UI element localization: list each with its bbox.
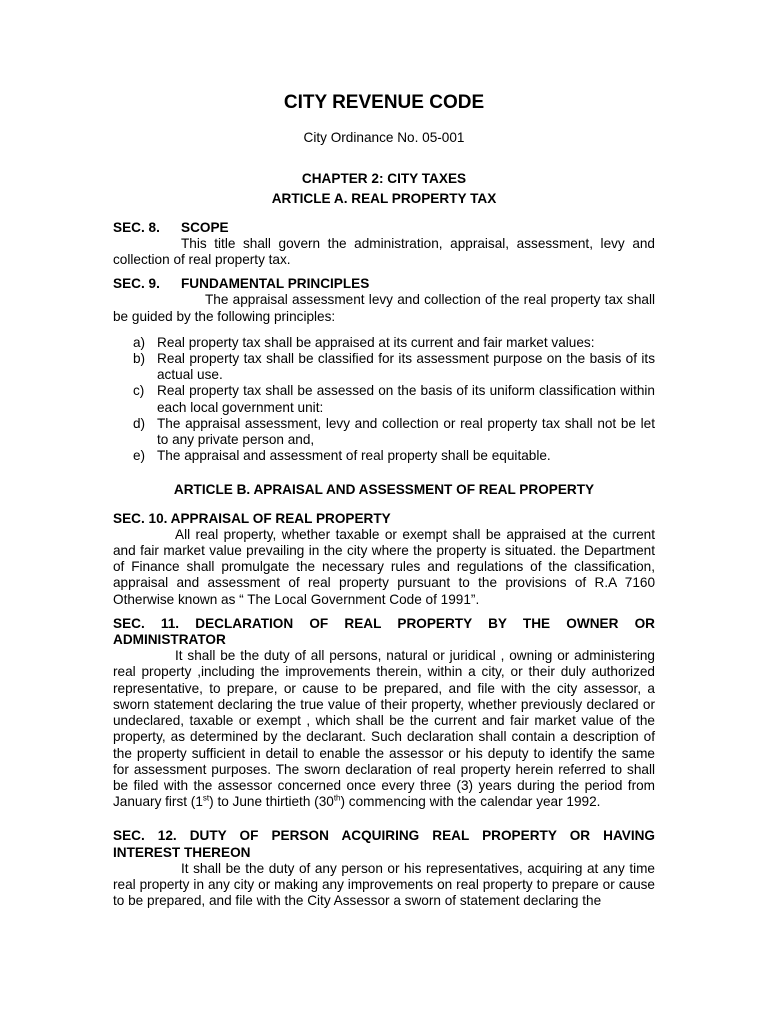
sec12-body: It shall be the duty of any person or his representatives, acquiring at any time real property in any city or making any improvements on real property to prepare or cause to be prepared, and file with the City Assessor a sworn of statement declaring the bbox=[113, 860, 655, 909]
list-item bbox=[133, 416, 655, 448]
article-a-heading: ARTICLE A. REAL PROPERTY TAX bbox=[271, 191, 497, 207]
list-marker: c) bbox=[133, 383, 145, 399]
article-b-heading: ARTICLE B. APRAISAL AND ASSESSMENT OF REAL PROPERTY bbox=[173, 482, 595, 498]
list-item bbox=[133, 448, 655, 464]
list-text: Real property tax shall be assessed on the basis of its uniform classification within each local government unit: bbox=[157, 383, 655, 415]
list-marker: a) bbox=[133, 334, 146, 350]
document-title: CITY REVENUE CODE bbox=[283, 92, 485, 113]
list-item bbox=[133, 335, 655, 351]
principles-list bbox=[113, 335, 655, 465]
list-text: Real property tax shall be classified for its assessment purpose on the basis of its actual use. bbox=[157, 351, 655, 383]
sec8-body: This title shall govern the administration, appraisal, assessment, levy and collection of real property tax. bbox=[113, 235, 655, 268]
list-text: The appraisal and assessment of real property shall be equitable. bbox=[157, 448, 551, 464]
sec12-heading-line1: SEC. 12. DUTY OF PERSON ACQUIRING REAL PROPERTY OR HAVING bbox=[113, 828, 655, 844]
sec11-heading-line1: SEC. 11. DECLARATION OF REAL PROPERTY BY THE OWNER OR bbox=[113, 615, 655, 631]
sec12-heading bbox=[113, 828, 655, 860]
list-marker: b) bbox=[133, 351, 146, 367]
sec11-body-main: It shall be the duty of all persons, natural or juridical , owning or administering real property ,including the improvements therein, within a city, or their duly authorized representative, to prepare, or cause to be prepared, and file with the city assessor, a sworn statement declaring the true value of their property, whether previously declared or undeclared, taxable or exempt , which shall be the current and fair market value of the property, as determined by the declarant. Such declaration shall contain a description of the property sufficient in detail to enable the assessor or his deputy to identify the same for assessment purposes. The sworn declaration of real property herein referred to shall be filed with the assessor concerned once every three (3) years during the period from January first (1 bbox=[113, 648, 655, 810]
list-text: The appraisal assessment, levy and collection or real property tax shall not be let to any private person and, bbox=[157, 415, 655, 448]
list-marker: e) bbox=[133, 448, 146, 464]
sec11-sup-first: st bbox=[202, 793, 210, 803]
sec9-number: SEC. 9. bbox=[113, 276, 160, 292]
list-item bbox=[133, 383, 655, 415]
list-marker: d) bbox=[133, 415, 146, 431]
list-text: Real property tax shall be appraised at its current and fair market values: bbox=[157, 334, 595, 350]
sec10-heading: SEC. 10. APPRAISAL OF REAL PROPERTY bbox=[113, 510, 391, 526]
list-item bbox=[133, 351, 655, 383]
sec11-sup-thirtieth: th bbox=[333, 793, 341, 803]
sec11-body-mid: ) to June thirtieth (30 bbox=[209, 794, 334, 810]
sec9-body: The appraisal assessment levy and collection of the real property tax shall be guided by the following principles: bbox=[113, 292, 655, 324]
sec12-heading-line2: INTEREST THEREON bbox=[113, 844, 251, 860]
sec9-heading bbox=[113, 276, 655, 292]
sec11-heading-line2: ADMINISTRATOR bbox=[113, 632, 226, 648]
sec11-body bbox=[113, 648, 655, 810]
document-page bbox=[113, 90, 655, 917]
sec10-body: All real property, whether taxable or exempt shall be appraised at the current and fair market value prevailing in the city where the property is situated. the Department of Finance shall promulgate the necessary rules and regulations of the classification, appraisal and assessment of real property pursuant to the provisions of R.A 7160 Otherwise known as “ The Local Government Code of 1991”. bbox=[113, 526, 655, 607]
sec8-title: SCOPE bbox=[181, 219, 229, 235]
ordinance-number: City Ordinance No. 05-001 bbox=[303, 130, 465, 145]
chapter-heading: CHAPTER 2: CITY TAXES bbox=[301, 171, 467, 187]
sec8-number: SEC. 8. bbox=[113, 219, 160, 235]
sec9-title: FUNDAMENTAL PRINCIPLES bbox=[181, 276, 370, 292]
sec8-heading bbox=[113, 220, 655, 236]
sec11-heading bbox=[113, 616, 655, 648]
sec11-body-end: ) commencing with the calendar year 1992. bbox=[340, 794, 601, 810]
